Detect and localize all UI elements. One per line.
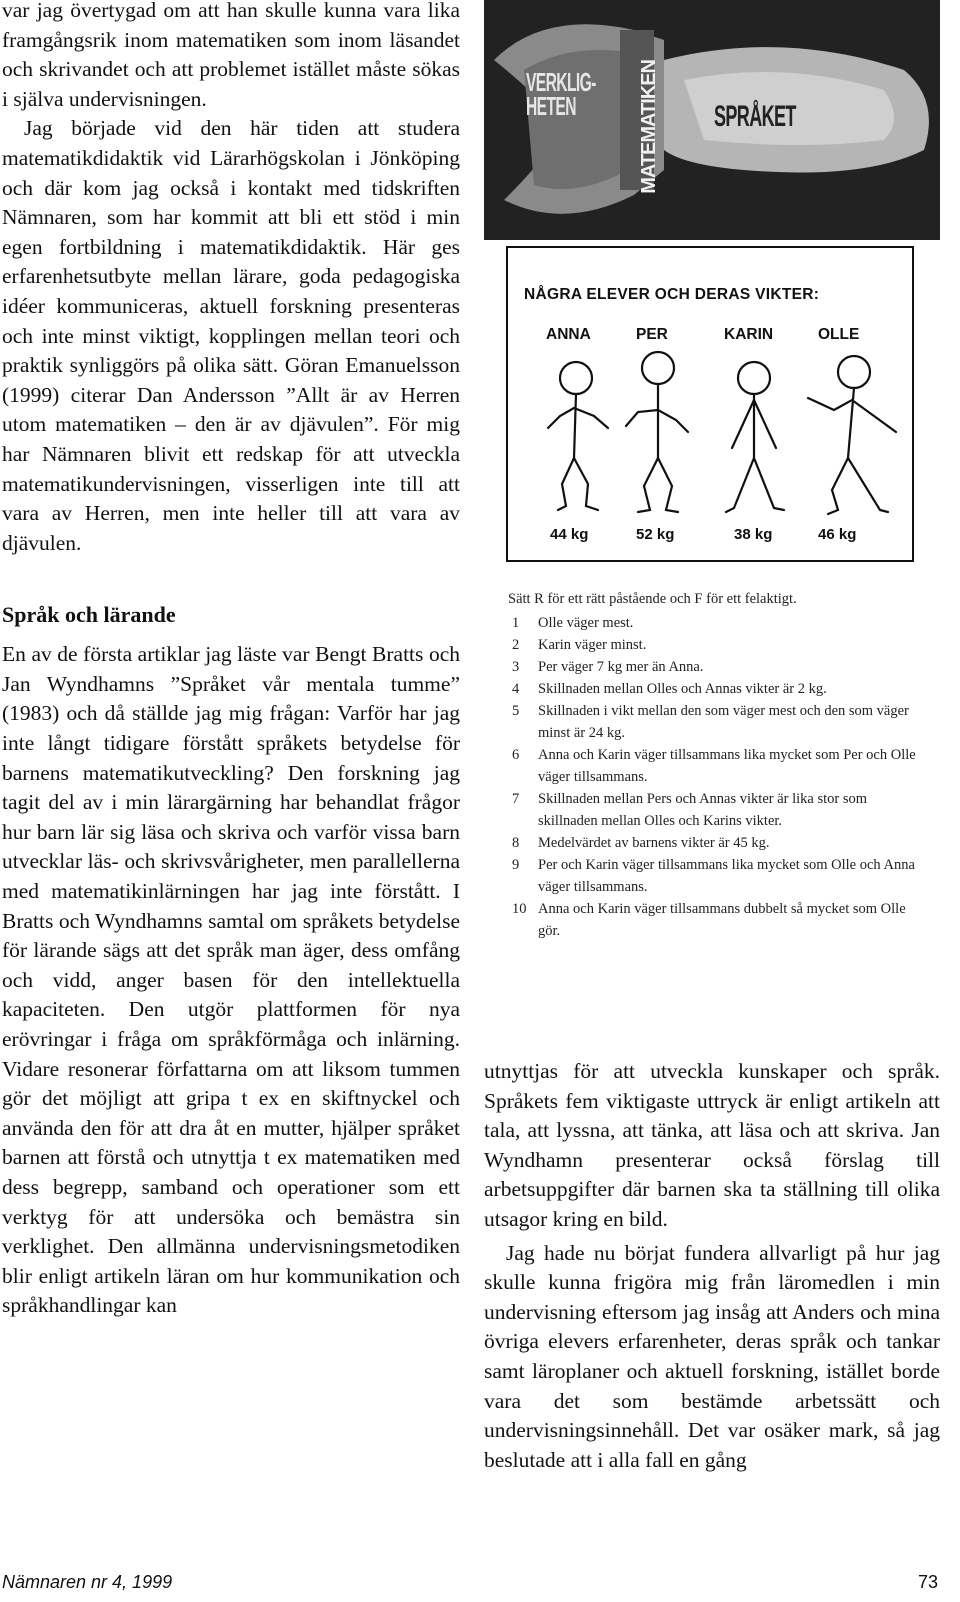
list-item: 3 Per väger 7 kg mer än Anna. — [512, 659, 704, 675]
right-column — [484, 1057, 940, 1475]
list-item: 9 Per och Karin väger tillsammans lika mycket som Olle och Anna väger tillsammans. — [512, 857, 915, 895]
list-item: 6 Anna och Karin väger tillsammans lika mycket som Per och Olle väger tillsammans. — [512, 747, 916, 785]
child-name-per: PER — [636, 326, 668, 343]
statement-intro: Sätt R för ett rätt påstående och F för ett felaktigt. — [508, 591, 797, 607]
journal-footer: Nämnaren nr 4, 1999 — [2, 1572, 173, 1592]
child-weight-per: 52 kg — [636, 526, 675, 543]
section-heading: Språk och lärande — [2, 602, 176, 628]
stick-figure-olle — [808, 356, 896, 514]
list-item: 8 Medelvärdet av barnens vikter är 45 kg. — [512, 835, 770, 851]
child-name-olle: OLLE — [818, 326, 860, 343]
page-number: 73 — [917, 1572, 938, 1592]
body-paragraph-1: var jag övertygad om att han skulle kunna vara lika framgångsrik inom matematiken som inom läsandet och skrivandet och att problemet istället måste sökas i själva undervisningen. — [2, 0, 460, 111]
list-item: 10 Anna och Karin väger tillsammans dubbelt så mycket som Olle gör. — [512, 901, 906, 939]
list-item: 5 Skillnaden i vikt mellan den som väger mest och den som väger minst är 24 kg. — [512, 703, 909, 741]
body-paragraph-4: utnyttjas för att utveckla kunskaper och språk. Språkets fem viktigaste uttryck är enligt artikeln att tala, att lyssna, att tänka, att läsa och att skriva. Jan Wyndhamn presenterar också förslag till arbetsuppgifter där barnen ska ta ställning till olika utsagor kring en bild. — [484, 1059, 940, 1231]
list-item: 2 Karin väger minst. — [512, 637, 647, 653]
figure-title: NÅGRA ELEVER OCH DERAS VIKTER: — [524, 286, 820, 303]
weights-figure — [506, 246, 914, 562]
statement-list — [508, 588, 918, 942]
body-paragraph-3: En av de första artiklar jag läste var Bengt Bratts och Jan Wyndhamns ”Språket vår mentala tumme” (1983) och då ställde jag mig frågan: Varför har jag inte långt tidigare förstått språkets betydelse för barnens matematikutveckling? Den forskning jag tagit del av i min lärargärning har behandlat frågor hur barn lär sig läsa och skriva och varför vissa barn utvecklar läs- och skrivsvårigheter, men parallellerna med matematikinlärningen har jag inte förstått. I Bratts och Wyndhamns samtal om språkets betydelse för lärande sägs att det språk man äger, dess omfång och vidd, anger basen för den intellektuella kapaciteten. Den utgör plattformen för nya erövringar i fråga om språkförmåga och inlärning. Vidare resonerar författarna om att liksom tummen gör det möjligt att gripa t ex en skiftnyckel och använda den för att dra åt en mutter, hjälper språket barnen att förstå och utnyttja t ex matematiken med dess begrepp, samband och operationer som ett verktyg för att undersöka och bemästra sin verklighet. Den allmänna undervisningsmetodiken blir enligt artikeln läran om hur kommunikation och språkhandlingar kan — [2, 642, 460, 1318]
child-weight-olle: 46 kg — [818, 526, 857, 543]
photo-label-middle: MATEMATIKEN — [638, 60, 660, 194]
child-name-karin: KARIN — [724, 326, 774, 343]
child-weight-karin: 38 kg — [734, 526, 773, 543]
photo-label-left: VERKLIG-HETEN — [526, 67, 596, 121]
stick-figure-anna — [548, 362, 608, 510]
photo-label-right: SPRÅKET — [714, 100, 796, 133]
stick-figure-karin — [726, 362, 784, 512]
list-item: 4 Skillnaden mellan Olles och Annas vikter är 2 kg. — [512, 681, 827, 697]
stick-figures — [508, 248, 912, 560]
left-column — [2, 0, 460, 1321]
list-item: 1 Olle väger mest. — [512, 615, 634, 631]
body-paragraph-2: Jag började vid den här tiden att studera matematikdidaktik vid Lärarhögskolan i Jönköping och där kom jag också i kontakt med tidskriften Nämnaren, som har kommit att bli ett stöd i min egen fortbildning i matematikdidaktik. Här ges erfarenhetsutbyte mellan lärare, goda pedagogiska idéer kommuniceras, aktuell forskning presenteras och inte minst viktigt, kopplingen mellan teori och praktik synliggörs på olika sätt. Göran Emanuelsson (1999) citerar Dan Andersson ”Allt är av Herren utom matematiken – den är av djävulen”. För mig har Nämnaren blivit ett redskap för att utveckla matematikundervisningen, visserligen inte till att vara av Herren, men inte heller till att vara av djävulen. — [2, 116, 460, 555]
stick-figure-per — [626, 352, 688, 512]
body-paragraph-5: Jag hade nu börjat fundera allvarligt på hur jag skulle kunna frigöra mig från läromedlen i min undervisning eftersom jag insåg att Anders och mina övriga elevers erfarenheter, deras språk och tankar samt läroplaner och aktuell forskning, istället borde vara det som bestämde arbetssätt och undervisningsinnehåll. Det var osäker mark, så jag beslutade att i alla fall en gång — [484, 1240, 940, 1472]
wrench-photo — [484, 0, 940, 240]
list-item: 7 Skillnaden mellan Pers och Annas vikter är lika stor som skillnaden mellan Olles och Karins vikter. — [512, 791, 868, 829]
child-name-anna: ANNA — [546, 326, 591, 343]
child-weight-anna: 44 kg — [550, 526, 589, 543]
